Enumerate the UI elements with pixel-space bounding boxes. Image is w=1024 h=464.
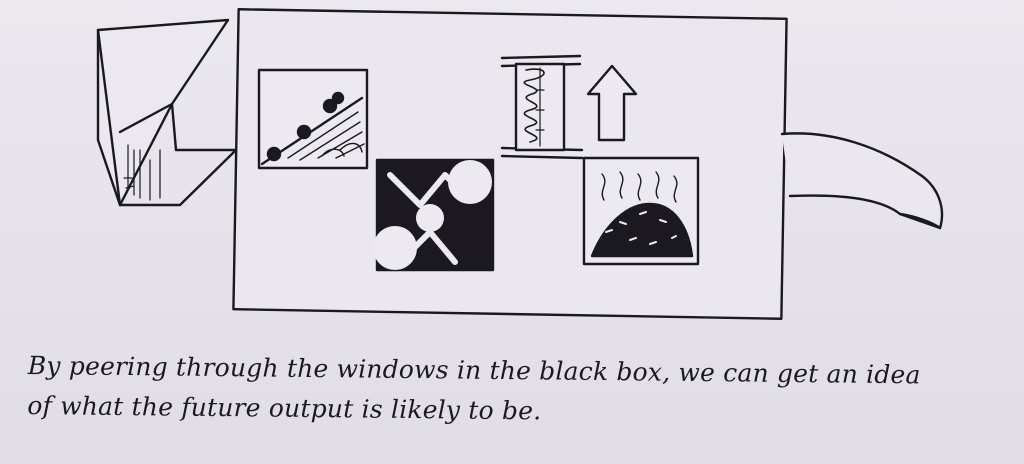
- caption-line-2: of what the future output is likely to be.: [27, 390, 542, 426]
- output-chute-icon: [782, 133, 942, 228]
- input-hopper-icon: [98, 20, 238, 205]
- interlocking-gears-icon: [373, 160, 493, 270]
- caption-line-1: By peering through the windows in the black box, we can get an idea: [27, 350, 921, 390]
- figure-caption: [27, 346, 1008, 436]
- steaming-heap-icon: [584, 158, 698, 264]
- rolling-balls-on-slope-icon: [259, 70, 367, 168]
